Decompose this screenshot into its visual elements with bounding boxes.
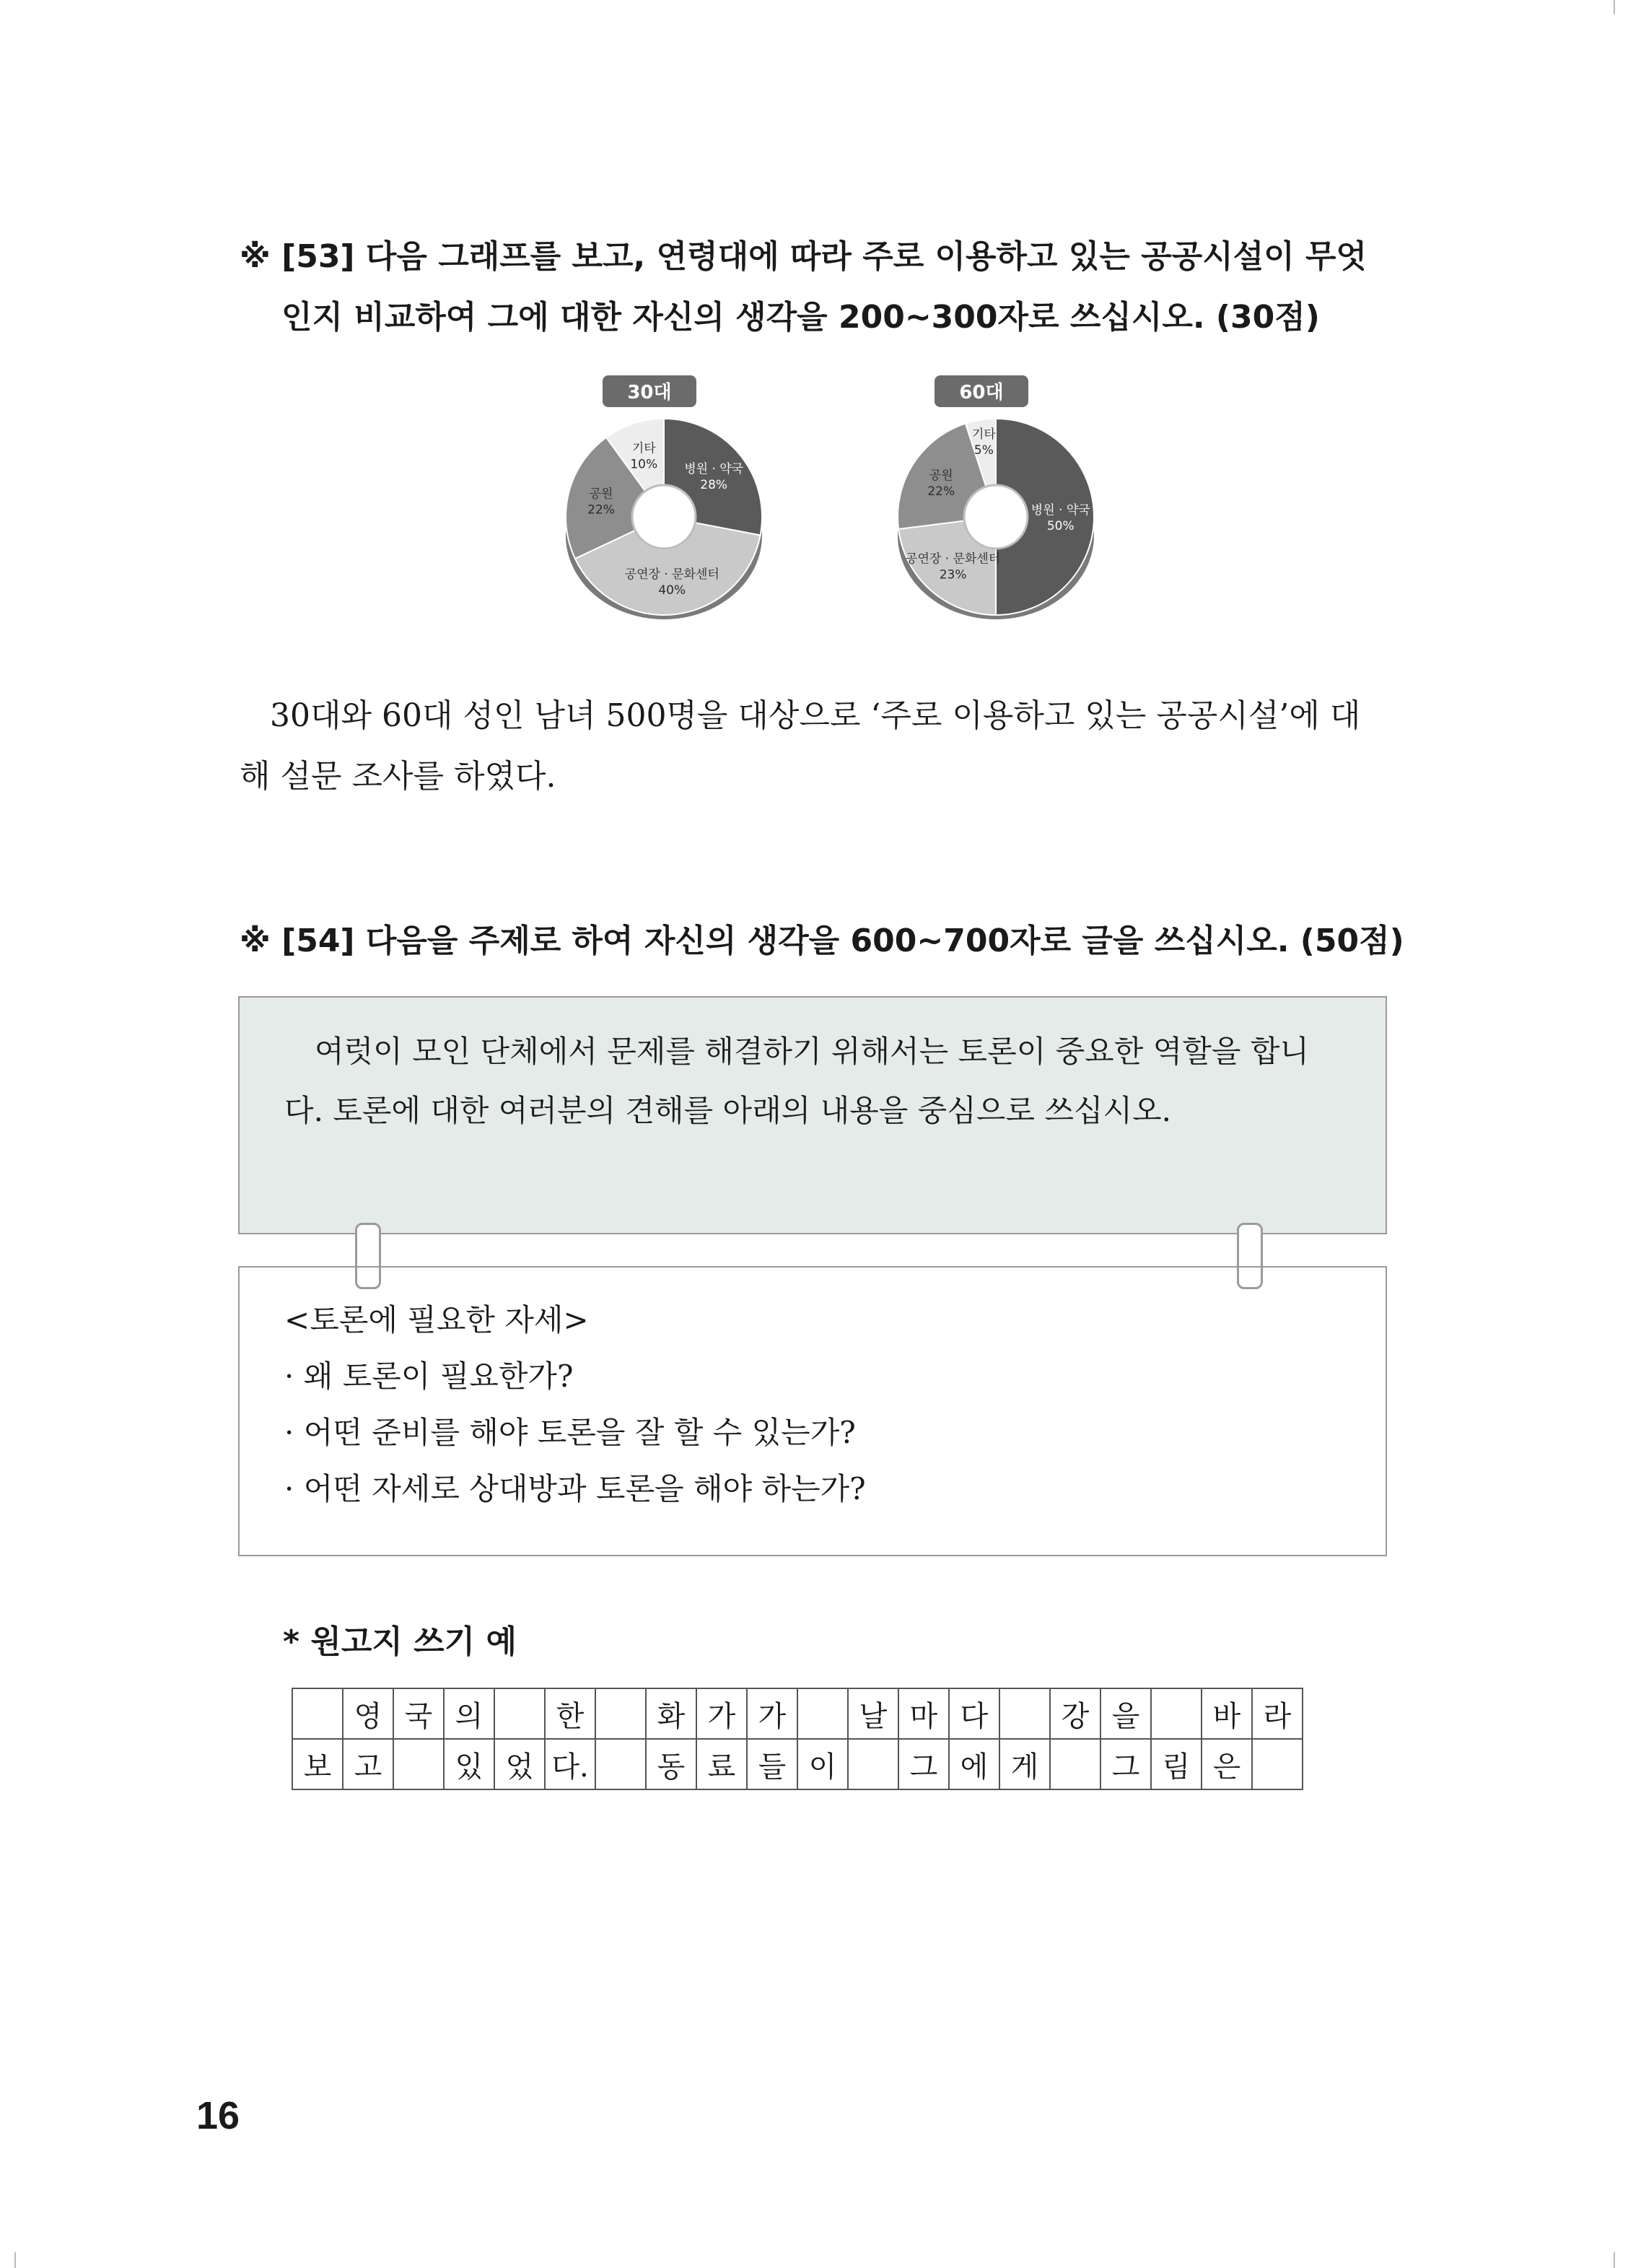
- grid-cell: 보: [292, 1739, 343, 1789]
- grid-cell: 었: [494, 1739, 545, 1789]
- grid-cell: 마: [898, 1688, 949, 1739]
- grid-cell: 을: [1100, 1688, 1151, 1739]
- grid-cell: 바: [1202, 1688, 1252, 1739]
- grid-cell: 그: [898, 1739, 949, 1789]
- slice-label: 병원 · 약국: [684, 461, 744, 476]
- slice-value-label: 50%: [1046, 519, 1075, 533]
- slice-value-label: 22%: [587, 502, 615, 518]
- guideline-box: [238, 1266, 1387, 1556]
- crop-mark: [1614, 2252, 1615, 2268]
- grid-cell: 동: [646, 1739, 696, 1789]
- pie-chart-60s: [866, 372, 1126, 632]
- grid-cell: 은: [1202, 1739, 1252, 1789]
- question-53-line2: 인지 비교하여 그에 대한 자신의 생각을 200~300자로 쓰십시오. (30점): [281, 299, 1320, 336]
- guideline-item: · 왜 토론이 필요한가?: [284, 1358, 574, 1394]
- grid-cell: 한: [545, 1688, 595, 1739]
- slice-label: 공연장 · 문화센터: [624, 567, 719, 583]
- grid-cell: 에: [949, 1739, 999, 1789]
- slice-label: 병원 · 약국: [1030, 503, 1090, 518]
- guideline-item: · 어떤 준비를 해야 토론을 잘 할 수 있는가?: [284, 1415, 856, 1450]
- question-53-line1: ※ [53] 다음 그래프를 보고, 연령대에 따라 주로 이용하고 있는 공공시설이 무엇: [240, 238, 1367, 275]
- slice-value-label: 23%: [939, 567, 967, 583]
- grid-cell: 강: [1050, 1688, 1100, 1739]
- grid-cell: 이: [797, 1739, 848, 1789]
- grid-cell: 들: [747, 1739, 797, 1789]
- chart-title: 30대: [627, 382, 672, 404]
- grid-cell: 영: [343, 1688, 393, 1739]
- grid-cell: 가: [696, 1688, 747, 1739]
- grid-cell: 게: [999, 1739, 1050, 1789]
- slice-label: 공원: [929, 468, 953, 483]
- grid-cell: [393, 1739, 444, 1789]
- slice-label: 기타: [631, 441, 656, 456]
- grid-cell: 있: [444, 1739, 494, 1789]
- chart-title: 60대: [959, 382, 1004, 404]
- slice-value-label: 40%: [658, 583, 686, 598]
- grid-cell: [1050, 1739, 1100, 1789]
- grid-cell: 그: [1100, 1739, 1151, 1789]
- slice-label: 공연장 · 문화센터: [906, 551, 1001, 567]
- page-number: 16: [196, 2094, 240, 2137]
- prompt-box: [238, 996, 1387, 1234]
- grid-cell: [494, 1688, 545, 1739]
- grid-cell: 날: [848, 1688, 898, 1739]
- grid-cell: 의: [444, 1688, 494, 1739]
- pie-chart-30s: [534, 372, 794, 632]
- grid-cell: [848, 1739, 898, 1789]
- guideline-item: · 어떤 자세로 상대방과 토론을 해야 하는가?: [284, 1471, 866, 1506]
- donut-hole: [964, 485, 1028, 549]
- grid-cell: 화: [646, 1688, 696, 1739]
- grid-cell: [999, 1688, 1050, 1739]
- grid-cell: 림: [1151, 1739, 1202, 1789]
- grid-cell: [595, 1688, 646, 1739]
- grid-cell: 료: [696, 1739, 747, 1789]
- question-53-title: [240, 227, 1409, 348]
- survey-intro: 30대와 60대 성인 남녀 500명을 대상으로 ‘주로 이용하고 있는 공공시설’에 대해 설문 조사를 하였다.: [240, 697, 1361, 795]
- crop-mark: [14, 2252, 16, 2268]
- prompt-text: 여럿이 모인 단체에서 문제를 해결하기 위해서는 토론이 중요한 역할을 합니다. 토론에 대한 여러분의 견해를 아래의 내용을 중심으로 쓰십시오.: [284, 1034, 1309, 1128]
- grid-cell: 라: [1252, 1688, 1303, 1739]
- grid-cell: 국: [393, 1688, 444, 1739]
- grid-cell: [292, 1688, 343, 1739]
- slice-label: 공원: [589, 487, 613, 502]
- question-54-title: ※ [54] 다음을 주제로 하여 자신의 생각을 600~700자로 글을 쓰십시오. (50점): [240, 923, 1404, 959]
- grid-row-2: [292, 1739, 1303, 1789]
- slice-value-label: 28%: [700, 477, 728, 492]
- pie-charts: [534, 372, 1126, 632]
- manuscript-grid: [292, 1688, 1303, 1790]
- donut-hole: [632, 485, 696, 549]
- grid-cell: [595, 1739, 646, 1789]
- guideline-header: <토론에 필요한 자세>: [284, 1302, 589, 1338]
- grid-cell: [797, 1688, 848, 1739]
- slice-value-label: 22%: [927, 484, 955, 499]
- slice-value-label: 10%: [630, 457, 658, 472]
- slice-value-label: 5%: [973, 443, 994, 458]
- grid-cell: 가: [747, 1688, 797, 1739]
- grid-cell: [1252, 1739, 1303, 1789]
- grid-row-1: [292, 1688, 1303, 1739]
- example-title: * 원고지 쓰기 예: [283, 1623, 517, 1660]
- grid-cell: [1151, 1688, 1202, 1739]
- grid-cell: 다.: [545, 1739, 595, 1789]
- slice-label: 기타: [971, 427, 996, 442]
- crop-mark: [1614, 0, 1615, 14]
- grid-cell: 다: [949, 1688, 999, 1739]
- grid-cell: 고: [343, 1739, 393, 1789]
